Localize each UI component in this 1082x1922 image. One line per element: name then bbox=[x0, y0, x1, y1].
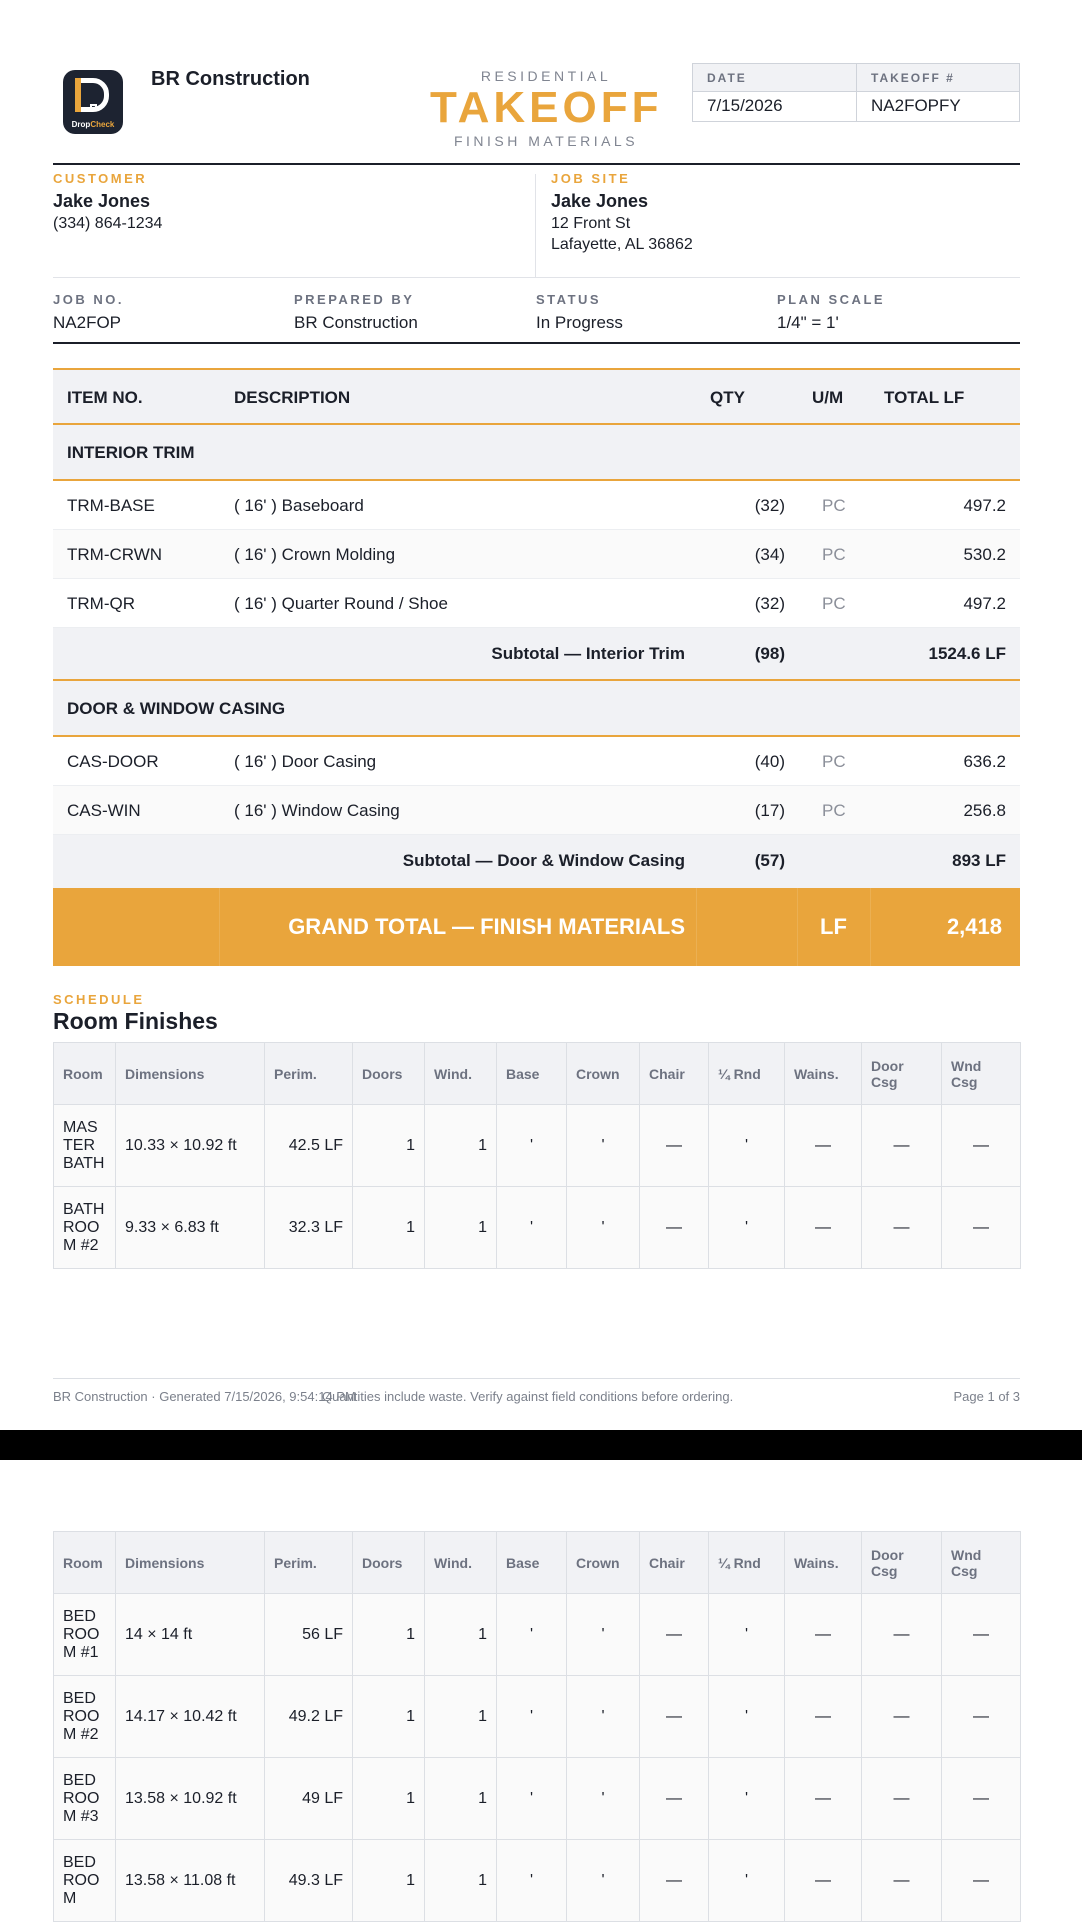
room-name: BEDROOM #1 bbox=[54, 1594, 116, 1676]
room-base: ' bbox=[497, 1840, 567, 1922]
room-base: ' bbox=[497, 1187, 567, 1269]
room-door-casing: — bbox=[862, 1758, 942, 1840]
room-chair: — bbox=[640, 1840, 709, 1922]
room-windows: 1 bbox=[425, 1594, 497, 1676]
title-bottom: FINISH MATERIALS bbox=[453, 133, 639, 149]
room-windows: 1 bbox=[425, 1676, 497, 1758]
room-quarter-round: ' bbox=[709, 1758, 785, 1840]
job-site-name: Jake Jones bbox=[551, 191, 649, 211]
room-finishes-table-continued bbox=[53, 1531, 1021, 1922]
room-name: BEDROOM bbox=[54, 1840, 116, 1922]
item-description: ( 16' ) Quarter Round / Shoe bbox=[234, 594, 448, 613]
schedule-header-row bbox=[54, 1532, 1021, 1594]
room-windows: 1 bbox=[425, 1840, 497, 1922]
room-door-casing: — bbox=[862, 1187, 942, 1269]
grand-divider bbox=[696, 888, 697, 966]
col-base: Base bbox=[497, 1043, 567, 1105]
table-row bbox=[53, 786, 1020, 835]
document-title bbox=[430, 68, 662, 149]
col-crown: Crown bbox=[567, 1043, 640, 1105]
schedule-title: Room Finishes bbox=[53, 1008, 218, 1034]
table-row bbox=[54, 1840, 1021, 1922]
job-number-label: JOB NO. bbox=[53, 292, 124, 307]
room-crown: ' bbox=[567, 1187, 640, 1269]
job-number-field bbox=[53, 292, 124, 333]
col-crown: Crown bbox=[567, 1532, 640, 1594]
window-icon bbox=[90, 104, 97, 111]
section-title: INTERIOR TRIM bbox=[67, 443, 195, 462]
col-um: U/M bbox=[812, 388, 844, 407]
prepared-by-value: BR Construction bbox=[294, 313, 418, 332]
takeoff-header-row bbox=[53, 368, 1020, 425]
header-divider bbox=[53, 163, 1020, 165]
date-label: DATE bbox=[693, 64, 857, 91]
room-crown: ' bbox=[567, 1105, 640, 1187]
room-base: ' bbox=[497, 1105, 567, 1187]
company-name: BR Construction bbox=[151, 68, 310, 90]
room-quarter-round: ' bbox=[709, 1594, 785, 1676]
item-qty: (40) bbox=[754, 752, 785, 771]
customer-phone: (334) 864-1234 bbox=[53, 215, 163, 232]
subtotal-label: Subtotal — Door & Window Casing bbox=[402, 851, 685, 870]
room-wainscot: — bbox=[785, 1676, 862, 1758]
room-windows: 1 bbox=[425, 1187, 497, 1269]
item-um: PC bbox=[822, 496, 846, 515]
col-room: Room bbox=[54, 1043, 116, 1105]
table-row bbox=[54, 1187, 1021, 1269]
room-door-casing: — bbox=[862, 1105, 942, 1187]
room-window-casing: — bbox=[942, 1676, 1021, 1758]
room-dimensions: 10.33 × 10.92 ft bbox=[116, 1105, 265, 1187]
item-total: 256.8 bbox=[963, 801, 1006, 820]
status-label: STATUS bbox=[536, 292, 602, 307]
item-um: PC bbox=[822, 594, 846, 613]
room-dimensions: 14 × 14 ft bbox=[116, 1594, 265, 1676]
job-site-city: Lafayette, AL 36862 bbox=[551, 236, 693, 253]
grand-total-um: LF bbox=[820, 914, 847, 939]
room-window-casing: — bbox=[942, 1840, 1021, 1922]
item-qty: (34) bbox=[754, 545, 785, 564]
room-name: BATHROOM #2 bbox=[54, 1187, 116, 1269]
item-qty: (32) bbox=[754, 594, 785, 613]
item-number: TRM-CRWN bbox=[67, 545, 163, 564]
footer-disclaimer: Quantities include waste. Verify against field conditions before ordering. bbox=[322, 1389, 734, 1404]
grand-divider bbox=[797, 888, 798, 966]
room-doors: 1 bbox=[353, 1105, 425, 1187]
prepared-by-field bbox=[294, 292, 418, 333]
item-description: ( 16' ) Baseboard bbox=[234, 496, 364, 515]
date-takeoff-box bbox=[692, 63, 1020, 122]
plan-scale-field bbox=[777, 292, 885, 333]
col-doors: Doors bbox=[353, 1043, 425, 1105]
subtotal-row bbox=[53, 628, 1020, 681]
col-dimensions: Dimensions bbox=[116, 1532, 265, 1594]
room-quarter-round: ' bbox=[709, 1187, 785, 1269]
column-divider bbox=[535, 174, 536, 278]
job-site-block bbox=[551, 171, 693, 254]
room-name: BEDROOM #3 bbox=[54, 1758, 116, 1840]
page-2 bbox=[0, 1460, 1082, 1907]
schedule-header-row bbox=[54, 1043, 1021, 1105]
room-dimensions: 9.33 × 6.83 ft bbox=[116, 1187, 265, 1269]
col-window-casing: Wnd Csg bbox=[942, 1043, 1021, 1105]
item-qty: (17) bbox=[754, 801, 785, 820]
grand-total-label: GRAND TOTAL — FINISH MATERIALS bbox=[288, 914, 685, 939]
room-crown: ' bbox=[567, 1676, 640, 1758]
item-total: 497.2 bbox=[963, 594, 1006, 613]
room-door-casing: — bbox=[862, 1676, 942, 1758]
takeoff-table bbox=[53, 368, 1020, 966]
section-title: DOOR & WINDOW CASING bbox=[67, 699, 286, 718]
footer-divider bbox=[53, 1378, 1020, 1379]
room-windows: 1 bbox=[425, 1105, 497, 1187]
col-doors: Doors bbox=[353, 1532, 425, 1594]
room-finishes-table bbox=[53, 1042, 1021, 1269]
door-icon bbox=[75, 78, 81, 112]
item-total: 497.2 bbox=[963, 496, 1006, 515]
room-windows: 1 bbox=[425, 1758, 497, 1840]
grand-divider bbox=[870, 888, 871, 966]
room-doors: 1 bbox=[353, 1594, 425, 1676]
item-number: TRM-QR bbox=[67, 594, 135, 613]
col-total-lf: TOTAL LF bbox=[884, 388, 965, 407]
room-doors: 1 bbox=[353, 1676, 425, 1758]
room-door-casing: — bbox=[862, 1840, 942, 1922]
footer-page-number: Page 1 of 3 bbox=[953, 1389, 1020, 1404]
room-chair: — bbox=[640, 1187, 709, 1269]
room-perimeter: 49.3 LF bbox=[265, 1840, 353, 1922]
item-number: CAS-WIN bbox=[67, 801, 141, 820]
room-crown: ' bbox=[567, 1840, 640, 1922]
col-room: Room bbox=[54, 1532, 116, 1594]
customer-block bbox=[53, 171, 162, 233]
col-wainscot: Wains. bbox=[785, 1532, 862, 1594]
room-quarter-round: ' bbox=[709, 1840, 785, 1922]
room-chair: — bbox=[640, 1676, 709, 1758]
info-divider bbox=[53, 277, 1020, 278]
grand-total-row bbox=[53, 888, 1020, 966]
room-wainscot: — bbox=[785, 1840, 862, 1922]
room-wainscot: — bbox=[785, 1594, 862, 1676]
item-total: 530.2 bbox=[963, 545, 1006, 564]
col-wainscot: Wains. bbox=[785, 1043, 862, 1105]
status-field bbox=[536, 292, 623, 333]
room-quarter-round: ' bbox=[709, 1676, 785, 1758]
customer-label: CUSTOMER bbox=[53, 171, 148, 186]
customer-name: Jake Jones bbox=[53, 191, 151, 211]
takeoff-number-label: TAKEOFF # bbox=[871, 71, 955, 85]
table-row bbox=[54, 1105, 1021, 1187]
item-description: ( 16' ) Crown Molding bbox=[234, 545, 396, 564]
date-value: 7/15/2026 bbox=[693, 92, 857, 121]
room-window-casing: — bbox=[942, 1758, 1021, 1840]
room-dimensions: 13.58 × 11.08 ft bbox=[116, 1840, 265, 1922]
room-chair: — bbox=[640, 1594, 709, 1676]
section-header bbox=[53, 681, 1020, 737]
item-description: ( 16' ) Window Casing bbox=[234, 801, 400, 820]
col-door-casing: Door Csg bbox=[862, 1043, 942, 1105]
room-base: ' bbox=[497, 1594, 567, 1676]
col-windows: Wind. bbox=[425, 1043, 497, 1105]
subtotal-row bbox=[53, 835, 1020, 888]
job-site-label: JOB SITE bbox=[551, 171, 631, 186]
table-row bbox=[53, 530, 1020, 579]
item-qty: (32) bbox=[754, 496, 785, 515]
room-crown: ' bbox=[567, 1758, 640, 1840]
item-description: ( 16' ) Door Casing bbox=[234, 752, 377, 771]
title-main: TAKEOFF bbox=[430, 83, 663, 132]
meta-divider bbox=[53, 342, 1020, 344]
room-perimeter: 42.5 LF bbox=[265, 1105, 353, 1187]
plan-scale-label: PLAN SCALE bbox=[777, 292, 886, 307]
table-row bbox=[53, 579, 1020, 628]
subtotal-qty: (57) bbox=[754, 851, 785, 870]
room-doors: 1 bbox=[353, 1187, 425, 1269]
page-break bbox=[0, 1430, 1082, 1460]
room-chair: — bbox=[640, 1105, 709, 1187]
col-qty: QTY bbox=[710, 388, 745, 407]
item-total: 636.2 bbox=[963, 752, 1006, 771]
item-um: PC bbox=[822, 752, 846, 771]
subtotal-qty: (98) bbox=[754, 644, 785, 663]
schedule-label: SCHEDULE bbox=[53, 992, 145, 1007]
room-door-casing: — bbox=[862, 1594, 942, 1676]
item-um: PC bbox=[822, 801, 846, 820]
room-wainscot: — bbox=[785, 1758, 862, 1840]
col-perimeter: Perim. bbox=[265, 1532, 353, 1594]
room-doors: 1 bbox=[353, 1840, 425, 1922]
table-row bbox=[53, 481, 1020, 530]
plan-scale-value: 1/4" = 1' bbox=[777, 313, 839, 332]
room-chair: — bbox=[640, 1758, 709, 1840]
col-item-no: ITEM NO. bbox=[67, 388, 143, 407]
col-base: Base bbox=[497, 1532, 567, 1594]
grand-total-value: 2,418 bbox=[946, 914, 1002, 939]
footer-generated: BR Construction · Generated 7/15/2026, 9:54:14 PM bbox=[53, 1389, 356, 1404]
title-top: RESIDENTIAL bbox=[480, 68, 612, 84]
takeoff-number-value: NA2FOPFY bbox=[871, 96, 961, 115]
col-chair: Chair bbox=[640, 1532, 709, 1594]
job-site-street: 12 Front St bbox=[551, 215, 631, 232]
room-doors: 1 bbox=[353, 1758, 425, 1840]
room-perimeter: 56 LF bbox=[265, 1594, 353, 1676]
col-perimeter: Perim. bbox=[265, 1043, 353, 1105]
room-quarter-round: ' bbox=[709, 1105, 785, 1187]
col-quarter-round: ¼ Rnd bbox=[709, 1532, 785, 1594]
logo-wordmark: DropCheck bbox=[71, 120, 115, 129]
job-number-value: NA2FOP bbox=[53, 313, 122, 332]
grand-divider bbox=[219, 888, 220, 966]
room-wainscot: — bbox=[785, 1105, 862, 1187]
item-um: PC bbox=[822, 545, 846, 564]
table-row bbox=[54, 1676, 1021, 1758]
room-name: BEDROOM #2 bbox=[54, 1676, 116, 1758]
room-dimensions: 14.17 × 10.42 ft bbox=[116, 1676, 265, 1758]
col-window-casing: Wnd Csg bbox=[942, 1532, 1021, 1594]
room-window-casing: — bbox=[942, 1594, 1021, 1676]
subtotal-total: 893 LF bbox=[952, 851, 1006, 870]
section-header bbox=[53, 425, 1020, 481]
subtotal-label: Subtotal — Interior Trim bbox=[491, 644, 685, 663]
table-row bbox=[54, 1594, 1021, 1676]
room-perimeter: 49 LF bbox=[265, 1758, 353, 1840]
room-window-casing: — bbox=[942, 1187, 1021, 1269]
item-number: TRM-BASE bbox=[67, 496, 155, 515]
item-number: CAS-DOOR bbox=[67, 752, 159, 771]
col-quarter-round: ¼ Rnd bbox=[709, 1043, 785, 1105]
room-name: MASTER BATH bbox=[54, 1105, 116, 1187]
room-base: ' bbox=[497, 1758, 567, 1840]
col-windows: Wind. bbox=[425, 1532, 497, 1594]
room-perimeter: 32.3 LF bbox=[265, 1187, 353, 1269]
col-door-casing: Door Csg bbox=[862, 1532, 942, 1594]
room-wainscot: — bbox=[785, 1187, 862, 1269]
room-window-casing: — bbox=[942, 1105, 1021, 1187]
room-base: ' bbox=[497, 1676, 567, 1758]
room-perimeter: 49.2 LF bbox=[265, 1676, 353, 1758]
prepared-by-label: PREPARED BY bbox=[294, 292, 415, 307]
subtotal-total: 1524.6 LF bbox=[928, 644, 1006, 663]
col-dimensions: Dimensions bbox=[116, 1043, 265, 1105]
dropcheck-logo bbox=[63, 70, 123, 134]
room-crown: ' bbox=[567, 1594, 640, 1676]
room-dimensions: 13.58 × 10.92 ft bbox=[116, 1758, 265, 1840]
col-chair: Chair bbox=[640, 1043, 709, 1105]
col-description: DESCRIPTION bbox=[234, 388, 351, 407]
status-value: In Progress bbox=[536, 313, 623, 332]
table-row bbox=[53, 737, 1020, 786]
table-row bbox=[54, 1758, 1021, 1840]
